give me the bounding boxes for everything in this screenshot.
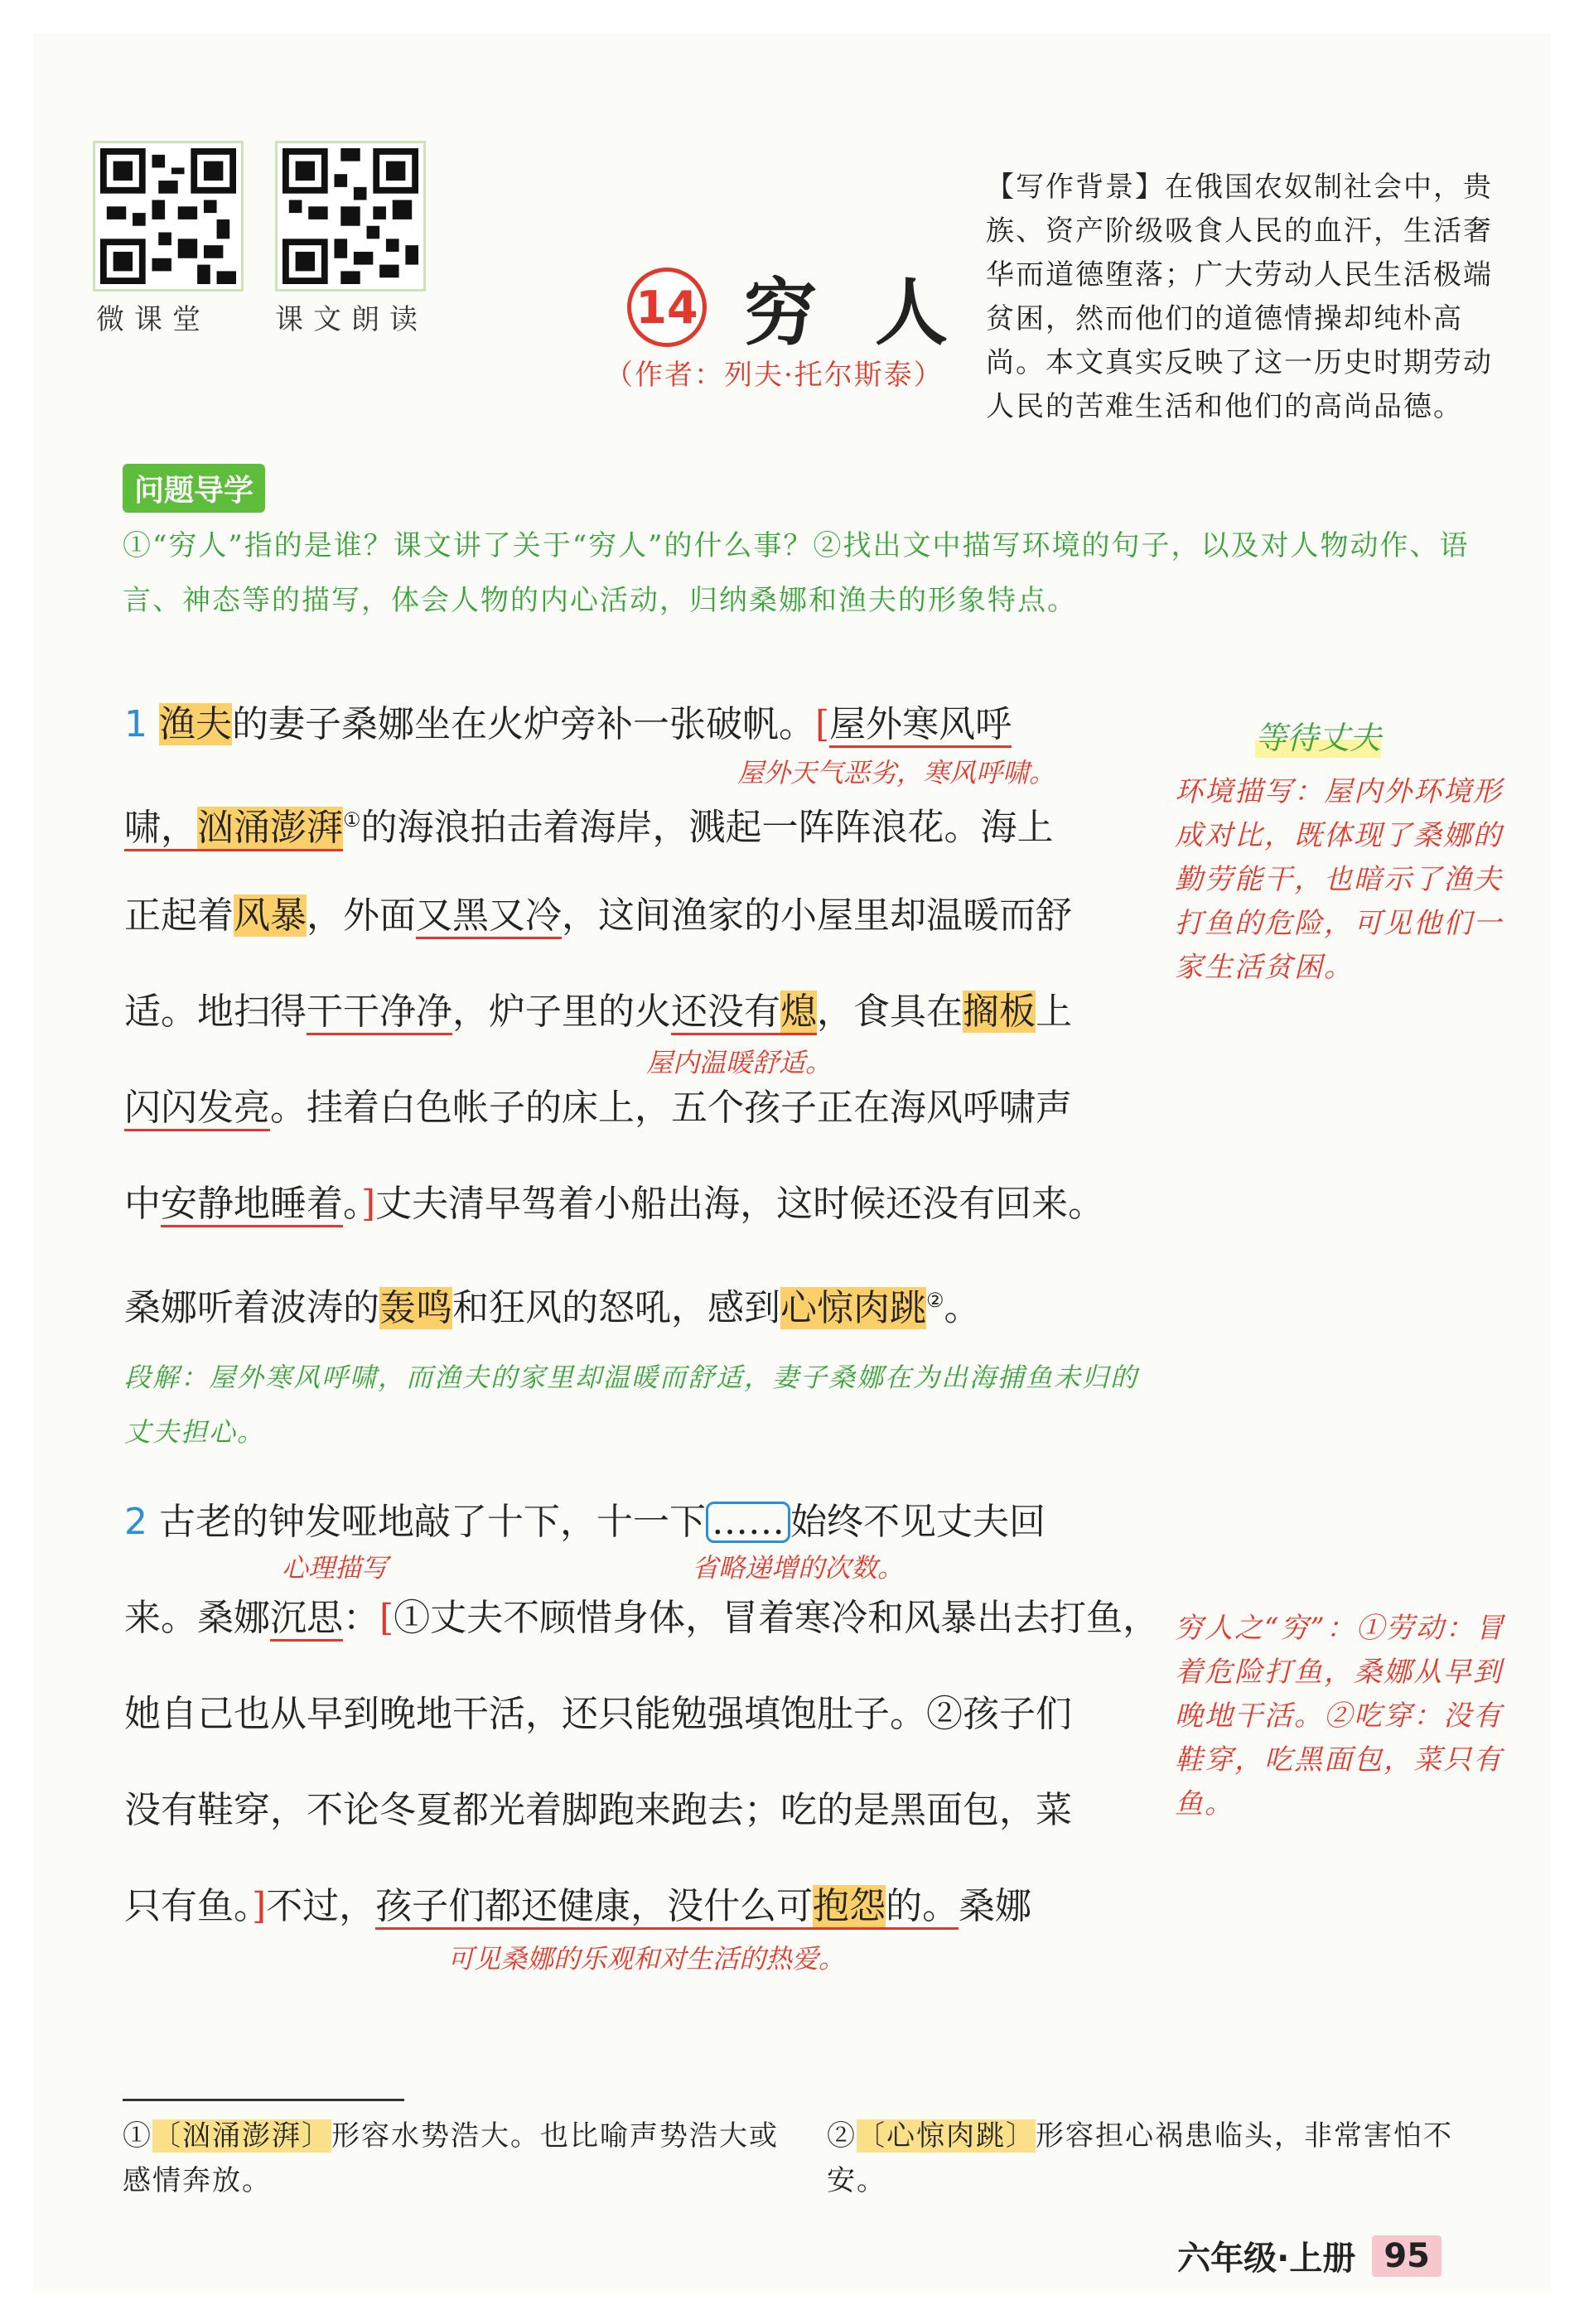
text-run: 古老的钟发哑地敲了十下，十一下 xyxy=(159,1501,706,1543)
underlined-text: 屋外寒风呼 xyxy=(829,703,1012,748)
footnote-text: 形容担心祸患临头，非常害怕不安。 xyxy=(827,2119,1453,2197)
text-run: 只有鱼。 xyxy=(124,1885,252,1927)
annotation-optimism: 可见桑娜的乐观和对生活的热爱。 xyxy=(447,1943,846,1974)
text-run: 桑娜 xyxy=(959,1885,1032,1927)
underlined-text: 闪闪发亮 xyxy=(124,1087,270,1131)
footnote-text: 形容水势浩大。也比喻声势浩大或感情奔放。 xyxy=(123,2119,779,2197)
grade-label: 六年级·上册 xyxy=(1177,2240,1356,2278)
highlight-word: 熄 xyxy=(780,991,817,1035)
side-note-poverty: 穷人之“穷”：①劳动：冒着危险打鱼，桑娜从早到晚地干活。②吃穿：没有鞋穿，吃黑面包，菜只有鱼。 xyxy=(1175,1612,1505,1820)
footnote-2 xyxy=(827,2114,1506,2203)
paragraph-summary: 段解：屋外寒风呼啸，而渔夫的家里却温暖而舒适，妻子桑娜在为出海捕鱼未归的丈夫担心。 xyxy=(124,1362,1139,1448)
lesson-title: 穷人 xyxy=(744,269,1007,355)
text-run: 的海浪拍击着海岸，溅起一阵阵浪花。海上 xyxy=(360,806,1054,849)
p2-line-5 xyxy=(124,1882,1143,1931)
p2-line-1 xyxy=(124,1497,1143,1547)
annotation-indoor: 屋内温暖舒适。 xyxy=(646,1047,833,1078)
text-run: 上 xyxy=(1036,991,1072,1033)
footnote-term: 〔汹涌澎湃〕 xyxy=(152,2119,331,2153)
footnote-rule xyxy=(123,2099,404,2101)
text-run: ： xyxy=(343,1597,379,1639)
text-run: 的妻子桑娜坐在火炉旁补一张破帆。 xyxy=(232,703,815,745)
footnote-number: ② xyxy=(827,2119,857,2153)
p1-line-3 xyxy=(124,891,1143,941)
highlight-word: 心惊肉跳 xyxy=(780,1286,926,1329)
p2-line-4: 没有鞋穿，不论冬夏都光着脚跑来跑去；吃的是黑面包，菜 xyxy=(124,1789,1072,1831)
p2-line-2 xyxy=(124,1594,1160,1643)
underlined-text: 又黑又冷 xyxy=(416,894,562,939)
underlined-text: 孩子们都还健康，没什么可 xyxy=(375,1885,813,1930)
p1-line-4 xyxy=(124,987,1143,1037)
paragraph-number: 2 xyxy=(124,1501,147,1543)
ellipsis-box: …… xyxy=(706,1502,790,1543)
highlight-word: 渔夫 xyxy=(159,703,232,745)
p1-line-7 xyxy=(124,1275,1143,1329)
annotation-bracket: [ xyxy=(379,1597,394,1639)
highlight-word: 汹涌澎湃 xyxy=(197,807,343,851)
p1-line-6 xyxy=(124,1179,1143,1229)
annotation-psychology: 心理描写 xyxy=(282,1552,389,1584)
text-run: 不过， xyxy=(266,1885,376,1927)
underlined-text: 的。 xyxy=(886,1885,959,1930)
guide-questions: ①“穷人”指的是谁？课文讲了关于“穷人”的什么事？②找出文中描写环境的句子，以及对人物动作、语言、神态等的描写，体会人物的内心活动，归纳桑娜和渔夫的形象特点。 xyxy=(123,529,1470,617)
annotation-ellipsis: 省略递增的次数。 xyxy=(692,1552,905,1584)
underlined-text: 安静地睡着 xyxy=(161,1183,343,1227)
text-run: ，炉子里的火 xyxy=(452,991,671,1033)
highlight-word: 抱怨 xyxy=(813,1885,886,1930)
p1-line-5 xyxy=(124,1083,1143,1133)
page xyxy=(33,33,1551,2291)
footnote-term: 〔心惊肉跳〕 xyxy=(857,2119,1036,2153)
text-run: 丈夫清早驾着小船出海，这时候还没有回来。 xyxy=(375,1183,1105,1225)
p2-line-3: 她自己也从早到晚地干活，还只能勉强填饱肚子。②孩子们 xyxy=(124,1693,1072,1735)
text-run: 来。桑娜 xyxy=(124,1597,270,1639)
footnote-number: ① xyxy=(123,2119,152,2153)
text-run: ，这间渔家的小屋里却温暖而舒 xyxy=(562,894,1072,937)
qr-code-micro-class[interactable] xyxy=(93,141,244,292)
page-number: 95 xyxy=(1372,2235,1442,2277)
paragraph-number: 1 xyxy=(124,703,147,745)
underlined-text: 干干净净 xyxy=(307,991,452,1035)
highlight-word: 搁板 xyxy=(963,991,1036,1033)
qr-code-text-reading[interactable] xyxy=(275,141,426,292)
text-run: 适。地扫得 xyxy=(124,991,307,1033)
text-run: 始终不见丈夫回 xyxy=(790,1501,1046,1543)
text-run: ，食具在 xyxy=(817,991,963,1033)
text-run: 。挂着白色帐子的床上，五个孩子正在海风呼啸声 xyxy=(270,1087,1072,1129)
text-run: ①丈夫不顾惜身体，冒着寒冷和风暴出去打鱼， xyxy=(394,1597,1160,1639)
text-run: 桑娜听着波涛的 xyxy=(124,1286,379,1329)
underlined-text: 还没有 xyxy=(671,991,780,1035)
annotation-bracket: ] xyxy=(252,1885,267,1927)
highlight-word: 风暴 xyxy=(234,894,307,937)
annotation-bracket: ] xyxy=(361,1183,376,1225)
underlined-text: 沉思 xyxy=(270,1597,343,1642)
lesson-author: （作者：列夫·托尔斯泰） xyxy=(605,359,944,392)
annotation-weather: 屋外天气恶劣，寒风呼啸。 xyxy=(737,757,1056,788)
guide-tag: 问题导学 xyxy=(123,464,265,513)
footnote-ref[interactable]: ① xyxy=(343,808,361,832)
side-title: 等待丈夫 xyxy=(1255,712,1381,758)
writing-background: 【写作背景】在俄国农奴制社会中，贵族、资产阶级吸食人民的血汗，生活奢华而道德堕落；广大劳动人民生活极端贫困，然而他们的道德情操却纯朴高尚。本文真实反映了这一历史时期劳动人民的苦难生活和他们的高尚品德。 xyxy=(986,171,1493,423)
text-run: 。 xyxy=(343,1183,361,1225)
side-note-environment: 环境描写：屋内外环境形成对比，既体现了桑娜的勤劳能干，也暗示了渔夫打鱼的危险，可见他们一家生活贫困。 xyxy=(1175,775,1503,984)
highlight-word: 轰鸣 xyxy=(379,1286,452,1329)
text-run: 。 xyxy=(944,1286,981,1329)
lesson-number: 14 xyxy=(627,268,707,347)
qr-label-micro-class: 微课堂 xyxy=(96,303,210,336)
page-footer xyxy=(1177,2232,1442,2279)
annotation-bracket: [ xyxy=(815,703,830,745)
footnote-1 xyxy=(123,2114,785,2203)
underlined-text: 啸， xyxy=(124,807,197,851)
text-run: 正起着 xyxy=(124,894,234,937)
text-run: 和狂风的怒吼，感到 xyxy=(452,1286,780,1329)
p1-line-1 xyxy=(124,700,1143,750)
qr-label-text-reading: 课文朗读 xyxy=(275,303,427,336)
qr-code-icon xyxy=(100,148,236,284)
text-run: ，外面 xyxy=(307,894,416,937)
p1-line-2 xyxy=(124,795,1143,849)
text-run: 中 xyxy=(124,1183,161,1225)
footnote-ref[interactable]: ② xyxy=(926,1289,944,1312)
qr-code-icon xyxy=(283,148,418,284)
